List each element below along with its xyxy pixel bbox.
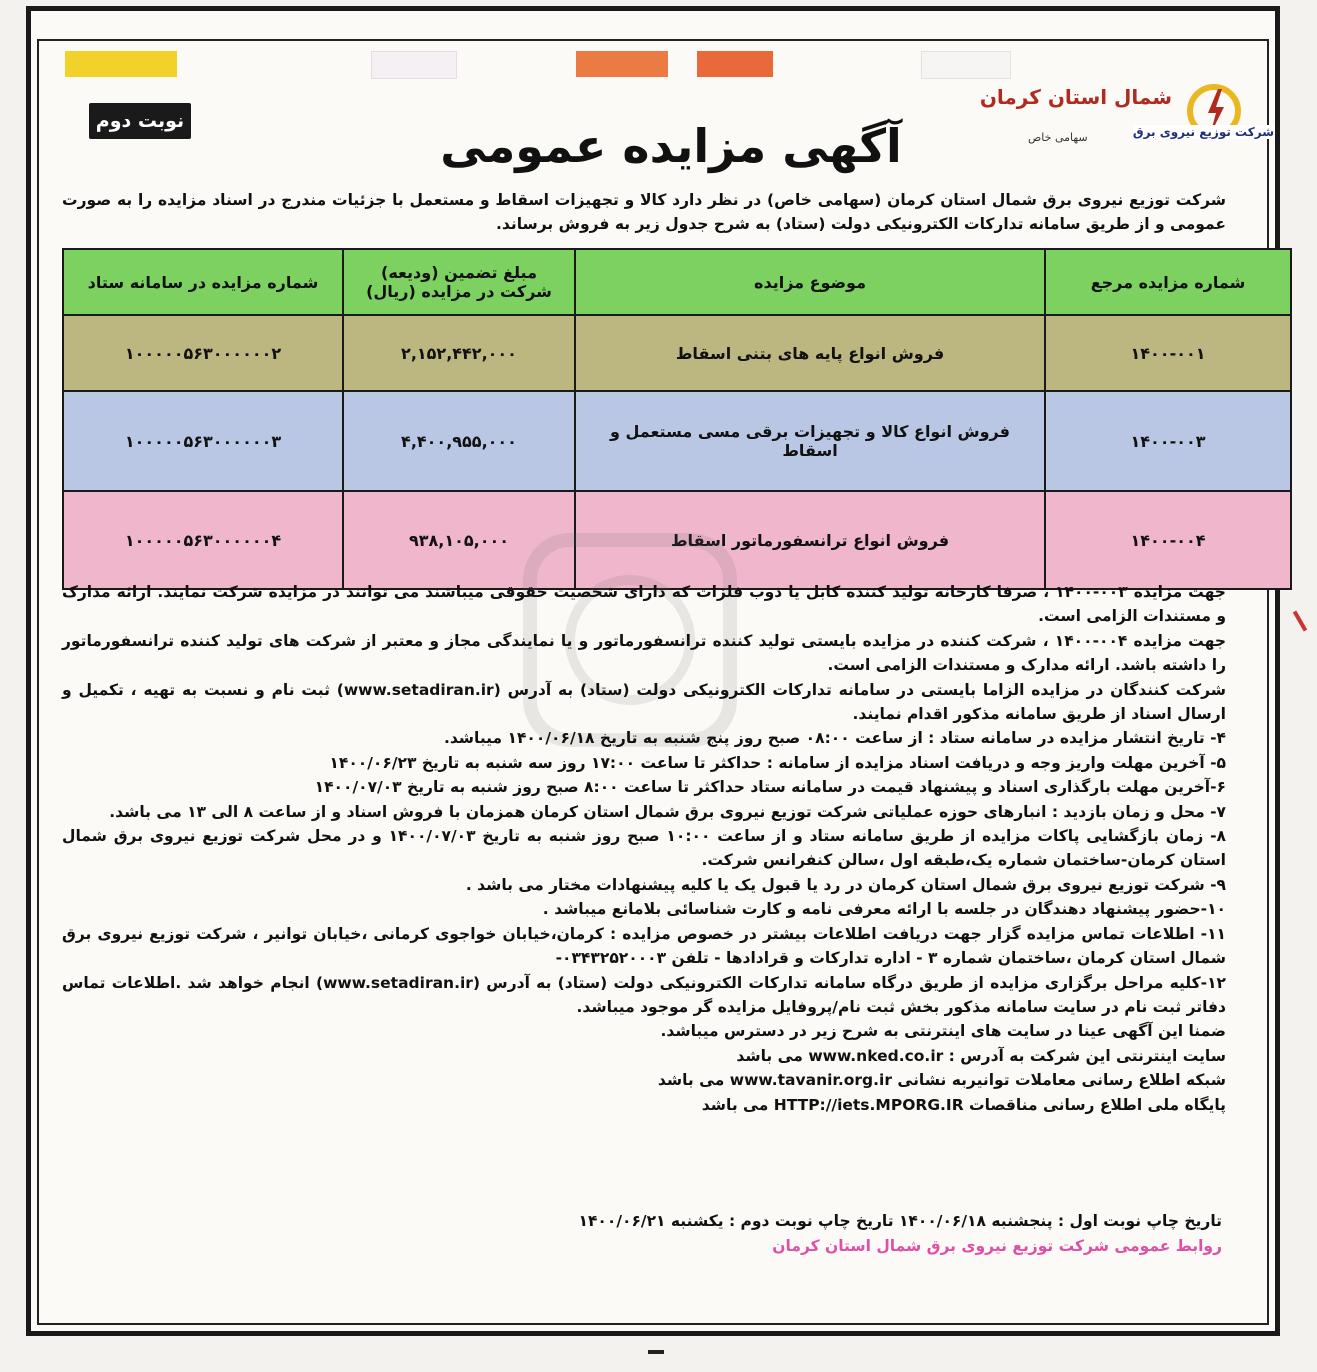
print-dates: تاریخ چاپ نوبت اول : پنجشنبه ۱۴۰۰/۰۶/۱۸ تاریخ چاپ نوبت دوم : یکشنبه ۱۴۰۰/۰۶/۲۱: [578, 1212, 1222, 1230]
item-6-upload-deadline: ۶-آخرین مهلت بارگذاری اسناد و پیشنهاد قیمت در سامانه ستاد حداکثر تا ساعت ۸:۰۰ صبح روز شنبه به تاریخ ۱۴۰۰/۰۷/۰۳: [314, 778, 1226, 797]
cell-deposit: ۹۳۸,۱۰۵,۰۰۰: [343, 491, 575, 589]
item-4-publish-date: ۴- تاریخ انتشار مزایده در سامانه ستاد : از ساعت ۰۸:۰۰ صبح روز پنج شنبه به تاریخ ۱۴۰۰/۰۶/۱۸ میباشد.: [443, 729, 1226, 748]
header-system-number: شماره مزایده در سامانه ستاد: [63, 249, 343, 315]
round-badge: نوبت دوم: [89, 103, 191, 139]
company-logo: [979, 79, 1276, 157]
note-availability: ضمنا این آگهی عینا در سایت های اینترنتی به شرح زیر در دسترس میباشد.: [660, 1022, 1226, 1041]
item-12-procedure: ۱۲-کلیه مراحل برگزاری مزایده از طریق درگاه سامانه تدارکات الکترونیکی دولت (ستاد) به آدرس (www.setadiran.ir) انجام خواهد شد .اطلاعات تماس دفاتر ثبت نام در سایت سامانه مذکور بخش ثبت نام/پروفایل مزایده گر موجود میباشد.: [62, 973, 1227, 1016]
cell-deposit: ۲,۱۵۲,۴۴۲,۰۰۰: [343, 315, 575, 391]
cell-subject: فروش انواع کالا و تجهیزات برقی مسی مستعمل و اسقاط: [575, 391, 1045, 491]
logo-company-text: شرکت توزیع نیروی برق: [1132, 125, 1274, 139]
public-relations-signature: روابط عمومی شرکت توزیع نیروی برق شمال استان کرمان: [772, 1237, 1222, 1255]
cell-ref: ۱۴۰۰-۰۰۳: [1045, 391, 1291, 491]
note-iets-site: پایگاه ملی اطلاع رسانی مناقصات HTTP://iets.MPORG.IR می باشد: [701, 1095, 1226, 1114]
table-row: [63, 315, 1291, 391]
cell-subject: فروش انواع پایه های بتنی اسقاط: [575, 315, 1045, 391]
cell-system: ۱۰۰۰۰۰۵۶۳۰۰۰۰۰۰۲: [63, 315, 343, 391]
header-deposit-line1: مبلغ تضمین (ودیعه): [381, 263, 537, 282]
table-header-row: [63, 249, 1291, 315]
item-10-attendance: ۱۰-حضور پیشنهاد دهندگان در جلسه با ارائه معرفی نامه و کارت شناسائی بلامانع میباشد .: [542, 900, 1226, 919]
cell-deposit: ۴,۴۰۰,۹۵۵,۰۰۰: [343, 391, 575, 491]
cell-ref: ۱۴۰۰-۰۰۴: [1045, 491, 1291, 589]
table-row: [63, 391, 1291, 491]
page-title: آگهی مزایده عمومی: [440, 119, 902, 173]
cell-subject: فروش انواع ترانسفورماتور اسقاط: [575, 491, 1045, 589]
paragraph-auction-004: جهت مزایده ۰۰۴-۱۴۰۰ ، شرکت کننده در مزایده بایستی تولید کننده ترانسفورماتور و یا نمایندگی مجاز و معتبر از شرکت های تولید کننده ترانسفورماتور را داشته باشد. ارائه مدارک و مستندات الزامی است.: [62, 631, 1226, 675]
intro-paragraph: شرکت توزیع نیروی برق شمال استان کرمان (سهامی خاص) در نظر دارد کالا و تجهیزات اسقاط و مستعمل با جزئیات مندرج در اسناد مزایده را به صورت عمومی و از طریق سامانه تدارکات الکترونیکی دولت (ستاد) به شرح جدول زیر به فروش برساند.: [62, 191, 1226, 233]
header-ref-number: شماره مزایده مرجع: [1045, 249, 1291, 315]
item-11-contact: ۱۱- اطلاعات تماس مزایده گزار جهت دریافت اطلاعات بیشتر در خصوص مزایده : کرمان،خیابان خواجوی کرمانی ،خیابان توانیر ، شرکت توزیع نیروی برق شمال استان کرمان ،ساختمان شماره ۳ - اداره تدارکات و قرادادها - تلفن ۰۳۴۳۲۵۲۰۰۰۳-: [62, 924, 1226, 968]
logo-company-type: سهامی خاص: [1028, 131, 1088, 144]
auction-table: [62, 248, 1292, 590]
note-tavanir-site: شبکه اطلاع رسانی معاملات توانیربه نشانی www.tavanir.org.ir می باشد: [657, 1071, 1226, 1090]
color-strip-white: [371, 51, 457, 79]
item-8-opening: ۸- زمان بازگشایی پاکات مزایده از طریق سامانه ستاد و از ساعت ۱۰:۰۰ صبح روز شنبه به تاریخ ۱۴۰۰/۰۷/۰۳ و در محل شرکت توزیع نیروی برق شمال استان کرمان-ساختمان شماره یک،طبقه اول ،سالن کنفرانس شرکت.: [62, 827, 1226, 870]
header-deposit: [343, 249, 575, 315]
notice-body: [62, 580, 1226, 1117]
color-strip-white-2: [921, 51, 1011, 79]
logo-brand-text: شمال استان کرمان: [979, 85, 1172, 109]
header-subject: موضوع مزایده: [575, 249, 1045, 315]
bottom-mark: [648, 1350, 664, 1354]
paragraph-auction-003: جهت مزایده ۰۰۳-۱۴۰۰ ، صرفا کارخانه تولید کننده کابل یا ذوب فلزات که دارای شخصیت حقوقی میباشند می توانند در مزایده شرکت نمایند. ارائه مدارک و مستندات الزامی است.: [62, 583, 1226, 626]
item-9-rights: ۹- شرکت توزیع نیروی برق شمال استان کرمان در رد یا قبول یک یا کلیه پیشنهادات مختار می باشد .: [465, 875, 1226, 894]
header-deposit-line2: شرکت در مزایده (ریال): [366, 282, 552, 301]
table-row: [63, 491, 1291, 589]
cell-system: ۱۰۰۰۰۰۵۶۳۰۰۰۰۰۰۳: [63, 391, 343, 491]
paragraph-registration: شرکت کنندگان در مزایده الزاما بایستی در سامانه تدارکات الکترونیکی دولت (ستاد) به آدرس (www.setadiran.ir) ثبت نام و نسبت به تهیه ، تکمیل و ارسال اسناد از طریق سامانه مذکور اقدام نمایند.: [62, 680, 1226, 724]
color-strip-orange-2: [697, 51, 773, 77]
item-5-deposit-deadline: ۵- آخرین مهلت واریز وجه و دریافت اسناد مزایده از سامانه : حداکثر تا ساعت ۱۷:۰۰ روز سه شنبه به تاریخ ۱۴۰۰/۰۶/۲۳: [329, 753, 1226, 772]
cell-system: ۱۰۰۰۰۰۵۶۳۰۰۰۰۰۰۴: [63, 491, 343, 589]
edge-mark: [1293, 610, 1307, 631]
color-strip-yellow: [65, 51, 177, 77]
item-7-visit: ۷- محل و زمان بازدید : انبارهای حوزه عملیاتی شرکت توزیع نیروی برق شمال استان کرمان همزمان با فروش اسناد و از ساعت ۸ الی ۱۳ می باشد.: [109, 802, 1226, 821]
note-company-site: سایت اینترنتی این شرکت به آدرس : www.nked.co.ir می باشد: [736, 1046, 1226, 1065]
color-strip-orange: [576, 51, 668, 77]
cell-ref: ۱۴۰۰-۰۰۱: [1045, 315, 1291, 391]
